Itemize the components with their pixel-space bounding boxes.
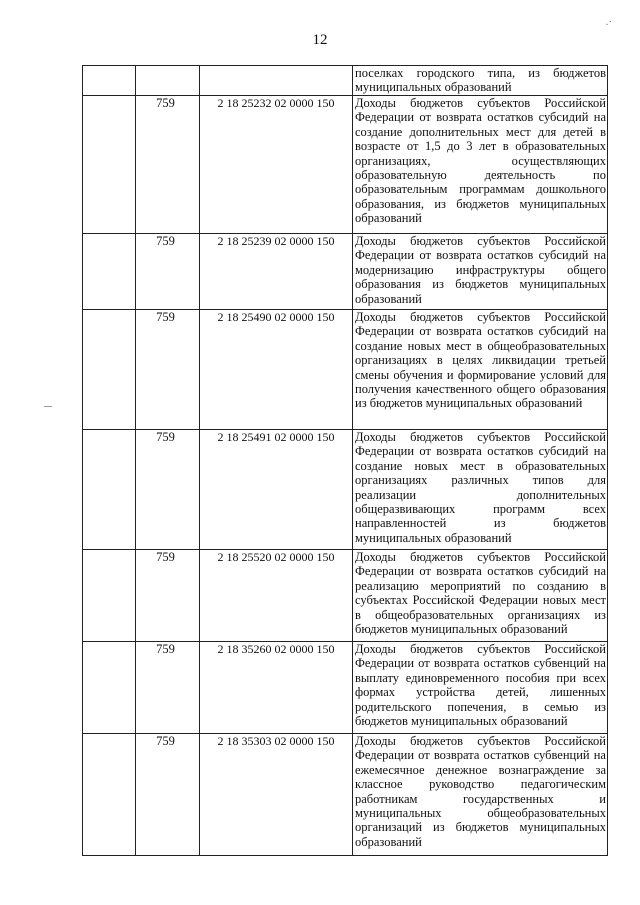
empty-cell bbox=[83, 234, 136, 310]
empty-cell bbox=[83, 66, 136, 96]
description-cell: Доходы бюджетов субъектов Российской Федерации от возврата остатков субвенций на ежемесячное денежное вознаграждение за классное руководство педагогическим работникам государственных и муниципальных общеобразовательных организаций из бюджетов муниципальных образований bbox=[353, 734, 608, 856]
table-row bbox=[83, 430, 608, 550]
corner-mark: ·˙ bbox=[605, 20, 612, 31]
description-cell: Доходы бюджетов субъектов Российской Федерации от возврата остатков субсидий на создание новых мест в общеобразовательных организациях в целях ликвидации третьей смены обучения и формирование условий для получения качественного общего образования из бюджетов муниципальных образований bbox=[353, 310, 608, 430]
empty-cell bbox=[83, 430, 136, 550]
empty-cell bbox=[83, 734, 136, 856]
description-cell: Доходы бюджетов субъектов Российской Федерации от возврата остатков субсидий на создание дополнительных мест для детей в возрасте от 1,5 до 3 лет в образовательных организациях, осуществляющих образовательную деятельность по образовательным программам дошкольного образования, из бюджетов муниципальных образований bbox=[353, 96, 608, 234]
table-row bbox=[83, 734, 608, 856]
description-cell: Доходы бюджетов субъектов Российской Федерации от возврата остатков субсидий на реализацию мероприятий по созданию в субъектах Российской Федерации новых мест в общеобразовательных организациях из бюджетов муниципальных образований bbox=[353, 550, 608, 642]
budget-code-cell: 2 18 25490 02 0000 150 bbox=[200, 310, 353, 430]
empty-cell bbox=[83, 642, 136, 734]
revenue-codes-table bbox=[82, 65, 608, 856]
budget-code-cell: 2 18 25520 02 0000 150 bbox=[200, 550, 353, 642]
description-cell: поселках городского типа, из бюджетов муниципальных образований bbox=[353, 66, 608, 96]
empty-cell bbox=[83, 310, 136, 430]
budget-code-cell: 2 18 25232 02 0000 150 bbox=[200, 96, 353, 234]
table-row bbox=[83, 96, 608, 234]
table-row bbox=[83, 310, 608, 430]
table-row bbox=[83, 642, 608, 734]
budget-code-cell: 2 18 35260 02 0000 150 bbox=[200, 642, 353, 734]
admin-code-cell: 759 bbox=[136, 96, 200, 234]
admin-code-cell: 759 bbox=[136, 430, 200, 550]
admin-code-cell: 759 bbox=[136, 734, 200, 856]
description-cell: Доходы бюджетов субъектов Российской Федерации от возврата остатков субсидий на модернизацию инфраструктуры общего образования из бюджетов муниципальных образований bbox=[353, 234, 608, 310]
page-number: 12 bbox=[312, 32, 328, 48]
empty-cell bbox=[83, 550, 136, 642]
admin-code-cell bbox=[136, 66, 200, 96]
budget-code-cell: 2 18 25239 02 0000 150 bbox=[200, 234, 353, 310]
description-cell: Доходы бюджетов субъектов Российской Федерации от возврата остатков субсидий на создание новых мест в образовательных организациях различных типов для реализации дополнительных общеразвивающих программ всех направленностей из бюджетов муниципальных образований bbox=[353, 430, 608, 550]
table-row bbox=[83, 550, 608, 642]
admin-code-cell: 759 bbox=[136, 234, 200, 310]
admin-code-cell: 759 bbox=[136, 550, 200, 642]
admin-code-cell: 759 bbox=[136, 642, 200, 734]
margin-tick bbox=[44, 406, 52, 407]
budget-code-cell bbox=[200, 66, 353, 96]
budget-code-cell: 2 18 35303 02 0000 150 bbox=[200, 734, 353, 856]
budget-code-cell: 2 18 25491 02 0000 150 bbox=[200, 430, 353, 550]
empty-cell bbox=[83, 96, 136, 234]
description-cell: Доходы бюджетов субъектов Российской Федерации от возврата остатков субвенций на выплату единовременного пособия при всех формах устройства детей, лишенных родительского попечения, в семью из бюджетов муниципальных образований bbox=[353, 642, 608, 734]
table-row bbox=[83, 66, 608, 96]
table-row bbox=[83, 234, 608, 310]
admin-code-cell: 759 bbox=[136, 310, 200, 430]
